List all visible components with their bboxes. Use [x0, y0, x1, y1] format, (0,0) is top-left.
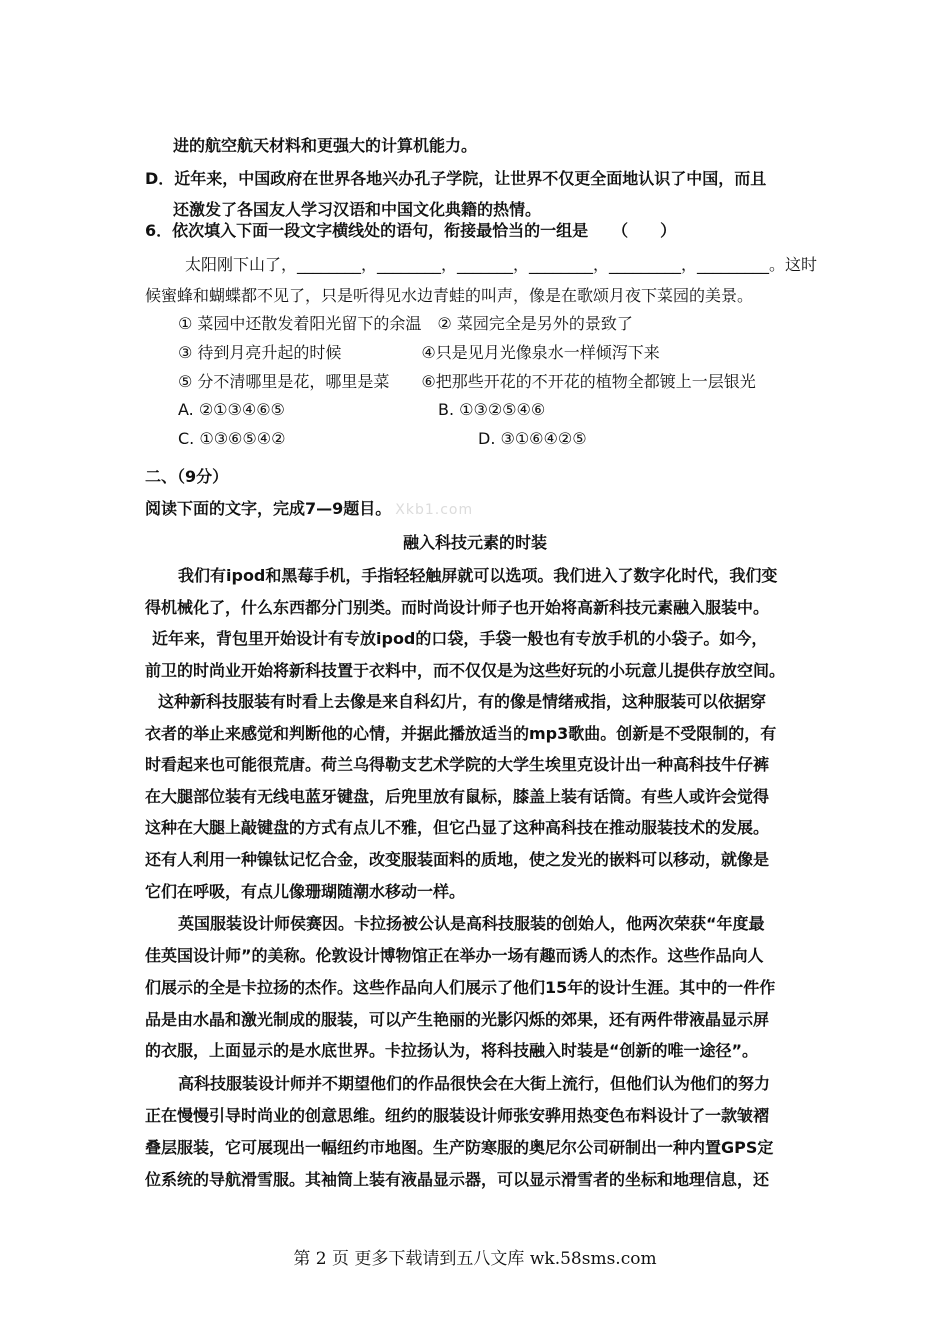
option-d: D. ③①⑥④②⑤ [478, 429, 587, 448]
question-6-passage: 太阳刚下山了，________，________，_______，________，_________，_________。这时 [185, 255, 818, 274]
article-line: 的衣服，上面显示的是水底世界。卡拉扬认为，将科技融入时装是“创新的唯一途径”。 [145, 1041, 759, 1060]
article-line: 高科技服装设计师并不期望他们的作品很快会在大街上流行，但他们认为他们的努力 [178, 1074, 771, 1093]
article-line: 位系统的导航滑雪服。其袖筒上装有液晶显示器，可以显示滑雪者的坐标和地理信息，还 [145, 1170, 770, 1189]
article-line: 还有人利用一种镍钛记忆合金，改变服装面料的质地，使之发光的嵌料可以移动，就像是 [145, 850, 770, 869]
article-line: 近年来，背包里开始设计有专放ipod的口袋，手袋一般也有专放手机的小袋子。如今， [152, 629, 768, 648]
option-d-line: D．近年来，中国政府在世界各地兴办孔子学院，让世界不仅更全面地认识了中国，而且 [145, 169, 767, 188]
question-6-items: ③ 待到月亮升起的时候 ④只是见月光像泉水一样倾泻下来 [178, 343, 660, 362]
page-footer: 第 2 页 更多下载请到五八文库 wk.58sms.com [293, 1249, 657, 1269]
text-line: 进的航空航天材料和更强大的计算机能力。 [173, 136, 478, 155]
article-line: 得机械化了，什么东西都分门别类。而时尚设计师子也开始将高新科技元素融入服装中。 [145, 598, 770, 617]
section-instruction [145, 498, 473, 521]
article-line: 前卫的时尚业开始将新科技置于衣料中，而不仅仅是为这些好玩的小玩意儿提供存放空间。 [145, 661, 786, 680]
instruction-text: 阅读下面的文字，完成7—9题目。 [145, 499, 392, 518]
article-line: 我们有ipod和黑莓手机，手指轻轻触屏就可以选项。我们进入了数字化时代，我们变 [178, 566, 778, 585]
article-line: 正在慢慢引导时尚业的创意思维。纽约的服装设计师张安骅用热变色布料设计了一款皱褶 [145, 1106, 770, 1125]
article-line: 它们在呼吸，有点儿像珊瑚随潮水移动一样。 [145, 882, 466, 901]
text-line: 还激发了各国友人学习汉语和中国文化典籍的热情。 [173, 200, 542, 219]
question-6-items: ① 菜园中还散发着阳光留下的余温 ② 菜园完全是另外的景致了 [178, 314, 633, 333]
article-line: 这种在大腿上敲键盘的方式有点儿不雅，但它凸显了这种高科技在推动服装技术的发展。 [145, 818, 770, 837]
article-line: 叠层服装，它可展现出一幅纽约市地图。生产防寒服的奥尼尔公司研制出一种内置GPS定 [145, 1138, 774, 1157]
question-6-stem: 6．依次填入下面一段文字横线处的语句，衔接最恰当的一组是 （ ） [145, 221, 677, 240]
article-line: 衣者的举止来感觉和判断他的心情，并据此播放适当的mp3歌曲。创新是不受限制的，有 [145, 724, 777, 743]
option-a: A. ②①③④⑥⑤ [178, 400, 285, 419]
question-6-passage: 候蜜蜂和蝴蝶都不见了，只是听得见水边青蛙的叫声，像是在歌颂月夜下菜园的美景。 [145, 286, 754, 305]
article-line: 时看起来也可能很荒唐。荷兰乌得勒支艺术学院的大学生埃里克设计出一种高科技牛仔裤 [145, 755, 770, 774]
article-line: 在大腿部位装有无线电蓝牙键盘，后兜里放有鼠标，膝盖上装有话筒。有些人或许会觉得 [145, 787, 770, 806]
article-line: 英国服装设计师侯赛因。卡拉扬被公认是高科技服装的创始人，他两次荣获“年度最 [178, 914, 765, 933]
watermark: Xkb1.com [395, 502, 474, 518]
article-line: 这种新科技服装有时看上去像是来自科幻片，有的像是情绪戒指，这种服装可以依据穿 [158, 692, 767, 711]
article-title: 融入科技元素的时装 [402, 533, 547, 552]
option-b: B. ①③②⑤④⑥ [438, 400, 546, 419]
article-line: 品是由水晶和激光制成的服装，可以产生艳丽的光影闪烁的郊果，还有两件带液晶显示屏 [145, 1010, 770, 1029]
option-c: C. ①③⑥⑤④② [178, 429, 286, 448]
section-heading: 二、（9分） [145, 467, 229, 486]
article-line: 佳英国设计师”的美称。伦敦设计博物馆正在举办一场有趣而诱人的杰作。这些作品向人 [145, 946, 764, 965]
question-6-items: ⑤ 分不清哪里是花，哪里是菜 ⑥把那些开花的不开花的植物全都镀上一层银光 [178, 372, 756, 391]
article-line: 们展示的全是卡拉扬的杰作。这些作品向人们展示了他们15年的设计生涯。其中的一件作 [145, 978, 776, 997]
